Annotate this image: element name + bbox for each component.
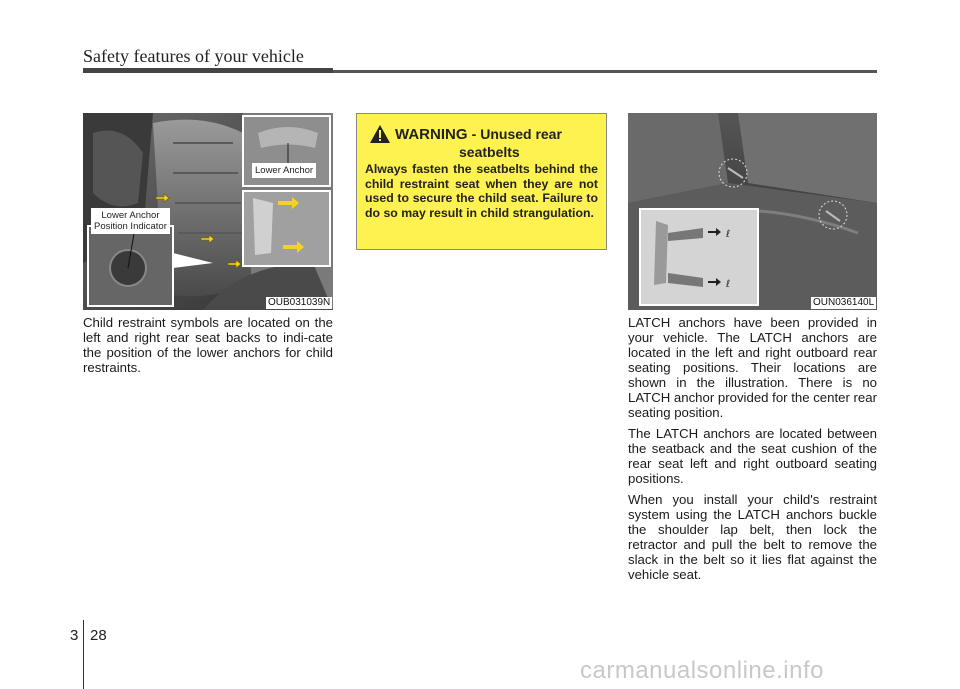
warning-label: WARNING bbox=[395, 126, 468, 143]
warning-box bbox=[356, 113, 607, 250]
warning-subtitle-part2: seatbelts bbox=[459, 144, 520, 160]
warning-triangle-icon bbox=[369, 124, 391, 144]
watermark: carmanualsonline.info bbox=[580, 657, 824, 684]
svg-text:ℓ: ℓ bbox=[726, 229, 731, 240]
lower-anchor-callout: Lower Anchor bbox=[252, 163, 316, 178]
position-indicator-callout bbox=[91, 208, 170, 234]
position-indicator-line1: Lower Anchor bbox=[101, 210, 160, 221]
right-paragraph-3: When you install your child's restraint system using the LATCH anchors buckle the shoulder lap belt, then lock the retractor and pull the belt to remove the slack in the belt so it lies flat against the vehicle seat. bbox=[628, 492, 877, 582]
chapter-number: 3 bbox=[70, 627, 79, 644]
page-number: 28 bbox=[90, 627, 107, 644]
latch-anchor-photo bbox=[628, 113, 877, 310]
warning-subtitle-part1: - Unused rear bbox=[471, 126, 562, 142]
header-rule-accent bbox=[83, 68, 333, 73]
left-body-text: Child restraint symbols are located on the left and right rear seat backs to indi-cate the position of the lower anchors for child restraints. bbox=[83, 315, 333, 375]
right-paragraph-2: The LATCH anchors are located between the seatback and the seat cushion of the rear seat left and right outboard seating positions. bbox=[628, 426, 877, 486]
svg-text:ℓ: ℓ bbox=[726, 279, 731, 290]
warning-body: Always fasten the seatbelts behind the child restraint seat when they are not used to secure the child seat. Failure to do so may result in child strangulation. bbox=[365, 162, 598, 220]
right-paragraph-1: LATCH anchors have been provided in your vehicle. The LATCH anchors are located in the left and right outboard rear seating positions. Their locations are shown in the illustration. There is no LATCH anchor provided for the center rear seating position. bbox=[628, 315, 877, 420]
figure-right-code: OUN036140L bbox=[813, 297, 875, 308]
page-header-title: Safety features of your vehicle bbox=[83, 46, 304, 66]
right-body-text bbox=[628, 315, 877, 588]
footer-divider bbox=[83, 620, 84, 689]
warning-title bbox=[395, 126, 562, 143]
position-indicator-line2: Position Indicator bbox=[94, 221, 167, 232]
figure-left-code: OUB031039N bbox=[268, 297, 331, 308]
